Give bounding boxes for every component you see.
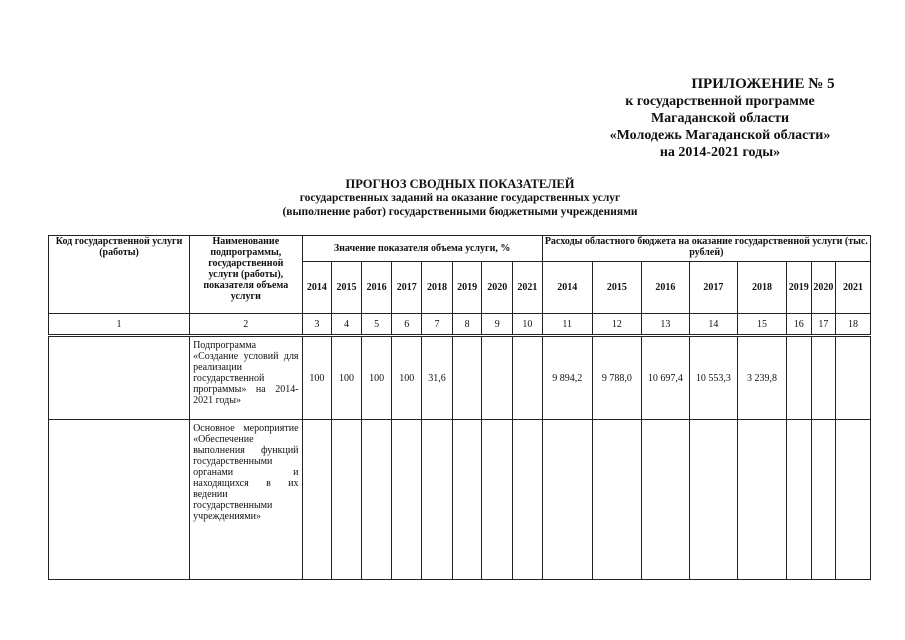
budget-cell xyxy=(641,420,689,580)
value-cell xyxy=(361,420,392,580)
budget-cell: 3 239,8 xyxy=(737,336,786,420)
table-row xyxy=(49,420,871,580)
appendix-block xyxy=(560,76,880,161)
budget-cell: 10 697,4 xyxy=(641,336,689,420)
column-number: 4 xyxy=(332,314,362,336)
header-year: 2018 xyxy=(737,262,786,314)
column-number: 6 xyxy=(392,314,422,336)
header-year: 2021 xyxy=(513,262,543,314)
value-cell xyxy=(302,420,332,580)
appendix-title: ПРИЛОЖЕНИЕ № 5 xyxy=(691,76,835,92)
column-number: 17 xyxy=(811,314,836,336)
column-number: 7 xyxy=(422,314,453,336)
value-cell xyxy=(422,420,453,580)
column-number: 5 xyxy=(361,314,392,336)
value-cell xyxy=(332,420,362,580)
heading-title: ПРОГНОЗ СВОДНЫХ ПОКАЗАТЕЛЕЙ xyxy=(345,177,575,191)
column-number: 10 xyxy=(513,314,543,336)
value-cell: 100 xyxy=(332,336,362,420)
value-cell xyxy=(452,420,482,580)
column-number: 12 xyxy=(592,314,641,336)
header-year: 2015 xyxy=(592,262,641,314)
header-year: 2014 xyxy=(302,262,332,314)
header-year: 2016 xyxy=(361,262,392,314)
column-number: 18 xyxy=(836,314,871,336)
column-number: 13 xyxy=(641,314,689,336)
column-number: 9 xyxy=(482,314,513,336)
value-cell xyxy=(513,420,543,580)
column-number: 16 xyxy=(787,314,812,336)
row-code xyxy=(49,420,190,580)
header-year: 2017 xyxy=(689,262,737,314)
budget-cell xyxy=(542,420,592,580)
budget-cell xyxy=(737,420,786,580)
value-cell: 100 xyxy=(361,336,392,420)
row-name: Основное мероприятие «Обеспечение выполнения функций государственными органами и находящихся в их ведении государственными учреждениями» xyxy=(190,420,302,580)
budget-cell xyxy=(811,336,836,420)
value-cell xyxy=(392,420,422,580)
header-year: 2020 xyxy=(482,262,513,314)
table-row xyxy=(49,336,871,420)
budget-cell xyxy=(689,420,737,580)
header-budget-group: Расходы областного бюджета на оказание государственной услуги (тыс. рублей) xyxy=(542,236,870,262)
value-cell xyxy=(513,336,543,420)
column-number: 3 xyxy=(302,314,332,336)
budget-cell: 9 788,0 xyxy=(592,336,641,420)
row-code xyxy=(49,336,190,420)
header-year: 2014 xyxy=(542,262,592,314)
header-year: 2017 xyxy=(392,262,422,314)
heading-subtitle: государственных заданий на оказание государственных услуг xyxy=(299,192,621,204)
column-number: 8 xyxy=(452,314,482,336)
budget-cell xyxy=(592,420,641,580)
heading-subtitle: (выполнение работ) государственными бюджетными учреждениями xyxy=(282,206,638,218)
column-number: 14 xyxy=(689,314,737,336)
budget-cell xyxy=(811,420,836,580)
column-number: 1 xyxy=(49,314,190,336)
column-number: 15 xyxy=(737,314,786,336)
budget-cell: 10 553,3 xyxy=(689,336,737,420)
header-year: 2021 xyxy=(836,262,871,314)
appendix-line: Магаданской области xyxy=(650,111,790,126)
budget-cell xyxy=(787,420,812,580)
header-code: Код государственной услуги (работы) xyxy=(49,236,190,314)
appendix-line: «Молодежь Магаданской области» xyxy=(609,128,831,143)
budget-cell: 9 894,2 xyxy=(542,336,592,420)
header-year: 2018 xyxy=(422,262,453,314)
value-cell: 100 xyxy=(392,336,422,420)
value-cell xyxy=(482,336,513,420)
value-cell: 100 xyxy=(302,336,332,420)
header-year: 2015 xyxy=(332,262,362,314)
indicators-table xyxy=(48,235,871,580)
value-cell: 31,6 xyxy=(422,336,453,420)
header-name: Наименование подпрограммы, государственной услуги (работы), показателя объема услуги xyxy=(190,236,302,314)
header-year: 2016 xyxy=(641,262,689,314)
header-year: 2019 xyxy=(787,262,812,314)
document-heading xyxy=(190,177,730,219)
appendix-line: к государственной программе xyxy=(625,94,815,109)
value-cell xyxy=(482,420,513,580)
column-number: 2 xyxy=(190,314,302,336)
appendix-line: на 2014-2021 годы» xyxy=(659,145,781,160)
budget-cell xyxy=(836,336,871,420)
budget-cell xyxy=(836,420,871,580)
row-name: Подпрограмма «Создание условий для реализации государственной программы» на 2014-2021 годы» xyxy=(190,336,302,420)
header-year: 2020 xyxy=(811,262,836,314)
header-year: 2019 xyxy=(452,262,482,314)
value-cell xyxy=(452,336,482,420)
header-value-group: Значение показателя объема услуги, % xyxy=(302,236,542,262)
budget-cell xyxy=(787,336,812,420)
column-number: 11 xyxy=(542,314,592,336)
